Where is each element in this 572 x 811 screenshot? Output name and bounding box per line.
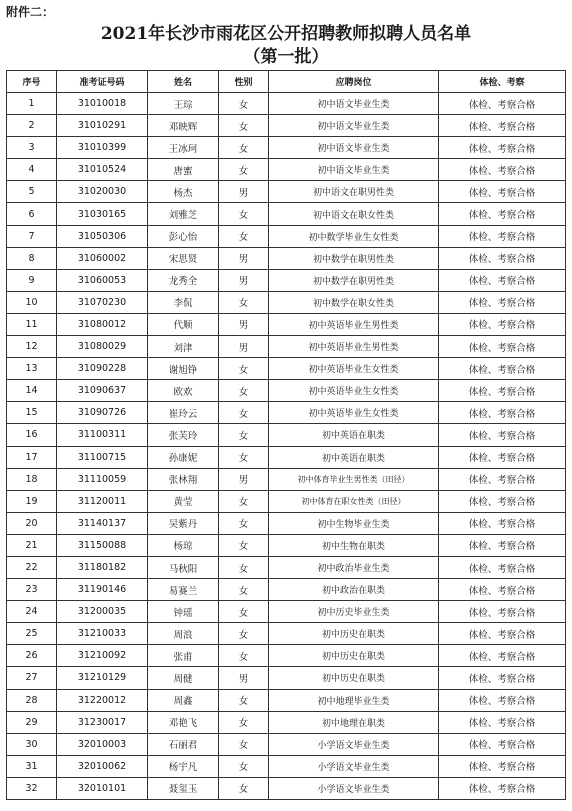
- cell-gender: 女: [219, 93, 269, 115]
- cell-exam-number: 31120011: [57, 490, 148, 512]
- cell-check: 体检、考察合格: [439, 777, 566, 799]
- cell-check: 体检、考察合格: [439, 291, 566, 313]
- cell-name: 欧欢: [148, 380, 219, 402]
- cell-exam-number: 31220012: [57, 689, 148, 711]
- cell-gender: 女: [219, 755, 269, 777]
- cell-position: 初中英语毕业生女性类: [269, 358, 439, 380]
- cell-exam-number: 32010101: [57, 777, 148, 799]
- cell-gender: 男: [219, 181, 269, 203]
- cell-index: 5: [7, 181, 57, 203]
- cell-gender: 女: [219, 424, 269, 446]
- cell-name: 杨杰: [148, 181, 219, 203]
- cell-name: 宋思贤: [148, 247, 219, 269]
- table-row: [7, 159, 566, 181]
- cell-check: 体检、考察合格: [439, 380, 566, 402]
- cell-gender: 女: [219, 380, 269, 402]
- header-name: 姓名: [148, 71, 219, 93]
- cell-check: 体检、考察合格: [439, 623, 566, 645]
- cell-name: 刘雅芝: [148, 203, 219, 225]
- table-row: [7, 291, 566, 313]
- cell-gender: 女: [219, 115, 269, 137]
- cell-exam-number: 31010399: [57, 137, 148, 159]
- cell-position: 小学语文毕业生类: [269, 755, 439, 777]
- table-row: [7, 115, 566, 137]
- cell-name: 刘津: [148, 336, 219, 358]
- cell-exam-number: 31180182: [57, 556, 148, 578]
- cell-exam-number: 31090637: [57, 380, 148, 402]
- cell-name: 聂玺玉: [148, 777, 219, 799]
- cell-exam-number: 32010003: [57, 733, 148, 755]
- cell-name: 唐蜜: [148, 159, 219, 181]
- cell-index: 14: [7, 380, 57, 402]
- cell-check: 体检、考察合格: [439, 755, 566, 777]
- table-row: [7, 711, 566, 733]
- candidate-table: [6, 70, 566, 800]
- table-row: [7, 225, 566, 247]
- cell-position: 初中英语毕业生男性类: [269, 336, 439, 358]
- cell-position: 初中语文在职男性类: [269, 181, 439, 203]
- cell-exam-number: 31090228: [57, 358, 148, 380]
- table-row: [7, 358, 566, 380]
- cell-exam-number: 31210092: [57, 645, 148, 667]
- cell-check: 体检、考察合格: [439, 115, 566, 137]
- cell-gender: 男: [219, 667, 269, 689]
- header-position: 应聘岗位: [269, 71, 439, 93]
- cell-check: 体检、考察合格: [439, 667, 566, 689]
- cell-index: 25: [7, 623, 57, 645]
- cell-position: 初中历史毕业生类: [269, 601, 439, 623]
- cell-check: 体检、考察合格: [439, 313, 566, 335]
- cell-index: 21: [7, 534, 57, 556]
- cell-gender: 男: [219, 336, 269, 358]
- cell-exam-number: 31110059: [57, 468, 148, 490]
- cell-index: 22: [7, 556, 57, 578]
- cell-position: 初中地理在职类: [269, 711, 439, 733]
- cell-check: 体检、考察合格: [439, 93, 566, 115]
- cell-check: 体检、考察合格: [439, 247, 566, 269]
- cell-index: 17: [7, 446, 57, 468]
- cell-name: 李侃: [148, 291, 219, 313]
- header-exam-number: 准考证号码: [57, 71, 148, 93]
- cell-index: 27: [7, 667, 57, 689]
- cell-check: 体检、考察合格: [439, 711, 566, 733]
- cell-exam-number: 31080012: [57, 313, 148, 335]
- cell-gender: 女: [219, 203, 269, 225]
- table-row: [7, 579, 566, 601]
- cell-index: 6: [7, 203, 57, 225]
- table-row: [7, 313, 566, 335]
- table-row: [7, 380, 566, 402]
- cell-name: 邓艳飞: [148, 711, 219, 733]
- cell-gender: 女: [219, 446, 269, 468]
- cell-position: 初中英语在职类: [269, 446, 439, 468]
- cell-index: 8: [7, 247, 57, 269]
- cell-index: 28: [7, 689, 57, 711]
- cell-check: 体检、考察合格: [439, 556, 566, 578]
- cell-index: 13: [7, 358, 57, 380]
- cell-index: 18: [7, 468, 57, 490]
- table-row: [7, 755, 566, 777]
- table-row: [7, 137, 566, 159]
- cell-gender: 女: [219, 534, 269, 556]
- table-row: [7, 667, 566, 689]
- cell-gender: 女: [219, 601, 269, 623]
- attachment-label: 附件二：: [6, 5, 55, 19]
- cell-gender: 女: [219, 225, 269, 247]
- cell-name: 张芙玲: [148, 424, 219, 446]
- cell-exam-number: 31070230: [57, 291, 148, 313]
- cell-index: 20: [7, 512, 57, 534]
- cell-exam-number: 31230017: [57, 711, 148, 733]
- cell-position: 小学语文毕业生类: [269, 777, 439, 799]
- table-row: [7, 181, 566, 203]
- cell-name: 黄莹: [148, 490, 219, 512]
- table-row: [7, 269, 566, 291]
- cell-position: 初中生物毕业生类: [269, 512, 439, 534]
- cell-gender: 女: [219, 137, 269, 159]
- cell-exam-number: 31010524: [57, 159, 148, 181]
- cell-exam-number: 32010062: [57, 755, 148, 777]
- cell-exam-number: 31210033: [57, 623, 148, 645]
- cell-index: 4: [7, 159, 57, 181]
- table-row: [7, 402, 566, 424]
- cell-check: 体检、考察合格: [439, 225, 566, 247]
- cell-gender: 女: [219, 623, 269, 645]
- cell-exam-number: 31210129: [57, 667, 148, 689]
- cell-name: 谢旭铮: [148, 358, 219, 380]
- cell-index: 11: [7, 313, 57, 335]
- cell-check: 体检、考察合格: [439, 424, 566, 446]
- cell-gender: 女: [219, 402, 269, 424]
- header-gender: 性别: [219, 71, 269, 93]
- cell-name: 代顺: [148, 313, 219, 335]
- cell-check: 体检、考察合格: [439, 645, 566, 667]
- cell-index: 3: [7, 137, 57, 159]
- cell-index: 1: [7, 93, 57, 115]
- cell-gender: 女: [219, 689, 269, 711]
- cell-name: 彭心怡: [148, 225, 219, 247]
- table-row: [7, 424, 566, 446]
- header-index: 序号: [7, 71, 57, 93]
- cell-name: 周浪: [148, 623, 219, 645]
- cell-position: 初中生物在职类: [269, 534, 439, 556]
- cell-gender: 女: [219, 711, 269, 733]
- table-row: [7, 468, 566, 490]
- table-row: [7, 645, 566, 667]
- cell-exam-number: 31100715: [57, 446, 148, 468]
- cell-exam-number: 31140137: [57, 512, 148, 534]
- cell-exam-number: 31030165: [57, 203, 148, 225]
- table-row: [7, 446, 566, 468]
- cell-position: 小学语文毕业生类: [269, 733, 439, 755]
- cell-gender: 女: [219, 777, 269, 799]
- cell-exam-number: 31190146: [57, 579, 148, 601]
- cell-exam-number: 31050306: [57, 225, 148, 247]
- header-check: 体检、考察: [439, 71, 566, 93]
- cell-position: 初中数学在职男性类: [269, 269, 439, 291]
- cell-check: 体检、考察合格: [439, 402, 566, 424]
- table-header-row: [7, 71, 566, 93]
- cell-index: 7: [7, 225, 57, 247]
- cell-check: 体检、考察合格: [439, 137, 566, 159]
- cell-index: 16: [7, 424, 57, 446]
- cell-check: 体检、考察合格: [439, 512, 566, 534]
- table-body: [7, 93, 566, 800]
- cell-exam-number: 31080029: [57, 336, 148, 358]
- cell-name: 钟瑶: [148, 601, 219, 623]
- cell-name: 孙康妮: [148, 446, 219, 468]
- cell-position: 初中语文毕业生类: [269, 93, 439, 115]
- cell-exam-number: 31150088: [57, 534, 148, 556]
- cell-position: 初中历史在职类: [269, 645, 439, 667]
- page-subtitle: （第一批）: [243, 47, 329, 67]
- cell-position: 初中数学在职女性类: [269, 291, 439, 313]
- table-row: [7, 490, 566, 512]
- table-row: [7, 623, 566, 645]
- table-row: [7, 336, 566, 358]
- cell-name: 周鑫: [148, 689, 219, 711]
- cell-name: 邓映辉: [148, 115, 219, 137]
- cell-exam-number: 31090726: [57, 402, 148, 424]
- cell-exam-number: 31060002: [57, 247, 148, 269]
- cell-index: 29: [7, 711, 57, 733]
- cell-exam-number: 31010291: [57, 115, 148, 137]
- cell-exam-number: 31020030: [57, 181, 148, 203]
- cell-gender: 男: [219, 313, 269, 335]
- cell-check: 体检、考察合格: [439, 490, 566, 512]
- cell-gender: 男: [219, 269, 269, 291]
- cell-position: 初中语文在职女性类: [269, 203, 439, 225]
- cell-check: 体检、考察合格: [439, 203, 566, 225]
- table-row: [7, 556, 566, 578]
- cell-check: 体检、考察合格: [439, 689, 566, 711]
- cell-name: 王琮: [148, 93, 219, 115]
- cell-position: 初中英语毕业生女性类: [269, 380, 439, 402]
- cell-position: 初中体育在职女性类（田径）: [269, 490, 439, 512]
- cell-index: 26: [7, 645, 57, 667]
- cell-check: 体检、考察合格: [439, 601, 566, 623]
- cell-exam-number: 31060053: [57, 269, 148, 291]
- cell-position: 初中英语毕业生女性类: [269, 402, 439, 424]
- cell-name: 杨宇凡: [148, 755, 219, 777]
- table-row: [7, 777, 566, 799]
- cell-position: 初中语文毕业生类: [269, 159, 439, 181]
- cell-index: 2: [7, 115, 57, 137]
- table-row: [7, 534, 566, 556]
- cell-check: 体检、考察合格: [439, 579, 566, 601]
- cell-index: 10: [7, 291, 57, 313]
- cell-index: 15: [7, 402, 57, 424]
- cell-check: 体检、考察合格: [439, 468, 566, 490]
- cell-check: 体检、考察合格: [439, 336, 566, 358]
- table-row: [7, 247, 566, 269]
- cell-exam-number: 31100311: [57, 424, 148, 446]
- cell-index: 31: [7, 755, 57, 777]
- cell-gender: 女: [219, 556, 269, 578]
- cell-exam-number: 31010018: [57, 93, 148, 115]
- cell-gender: 女: [219, 159, 269, 181]
- table-row: [7, 733, 566, 755]
- cell-gender: 女: [219, 291, 269, 313]
- cell-check: 体检、考察合格: [439, 358, 566, 380]
- cell-gender: 女: [219, 645, 269, 667]
- cell-name: 易赛兰: [148, 579, 219, 601]
- table-row: [7, 689, 566, 711]
- cell-position: 初中数学毕业生女性类: [269, 225, 439, 247]
- cell-name: 吴紫丹: [148, 512, 219, 534]
- cell-name: 杨琼: [148, 534, 219, 556]
- cell-gender: 女: [219, 512, 269, 534]
- cell-index: 19: [7, 490, 57, 512]
- cell-index: 9: [7, 269, 57, 291]
- cell-gender: 女: [219, 579, 269, 601]
- table-row: [7, 93, 566, 115]
- cell-name: 周健: [148, 667, 219, 689]
- table-row: [7, 601, 566, 623]
- cell-position: 初中体育毕业生男性类（田径）: [269, 468, 439, 490]
- table-row: [7, 512, 566, 534]
- cell-gender: 男: [219, 468, 269, 490]
- cell-name: 崔玲云: [148, 402, 219, 424]
- cell-name: 石丽君: [148, 733, 219, 755]
- cell-name: 龙秀全: [148, 269, 219, 291]
- cell-check: 体检、考察合格: [439, 159, 566, 181]
- cell-position: 初中语文毕业生类: [269, 115, 439, 137]
- cell-index: 30: [7, 733, 57, 755]
- cell-position: 初中地理毕业生类: [269, 689, 439, 711]
- cell-index: 23: [7, 579, 57, 601]
- table-row: [7, 203, 566, 225]
- page-title: 2021年长沙市雨花区公开招聘教师拟聘人员名单: [100, 24, 472, 44]
- cell-position: 初中英语在职类: [269, 424, 439, 446]
- cell-check: 体检、考察合格: [439, 733, 566, 755]
- cell-position: 初中历史在职类: [269, 623, 439, 645]
- cell-check: 体检、考察合格: [439, 534, 566, 556]
- cell-gender: 女: [219, 490, 269, 512]
- cell-index: 12: [7, 336, 57, 358]
- cell-position: 初中语文毕业生类: [269, 137, 439, 159]
- cell-exam-number: 31200035: [57, 601, 148, 623]
- cell-position: 初中数学在职男性类: [269, 247, 439, 269]
- cell-check: 体检、考察合格: [439, 446, 566, 468]
- cell-check: 体检、考察合格: [439, 269, 566, 291]
- cell-name: 王冰珂: [148, 137, 219, 159]
- cell-name: 张甫: [148, 645, 219, 667]
- cell-gender: 女: [219, 358, 269, 380]
- cell-position: 初中英语毕业生男性类: [269, 313, 439, 335]
- cell-position: 初中历史在职类: [269, 667, 439, 689]
- cell-check: 体检、考察合格: [439, 181, 566, 203]
- cell-name: 张林翔: [148, 468, 219, 490]
- cell-position: 初中政治在职类: [269, 579, 439, 601]
- cell-gender: 男: [219, 247, 269, 269]
- cell-position: 初中政治毕业生类: [269, 556, 439, 578]
- cell-index: 24: [7, 601, 57, 623]
- cell-index: 32: [7, 777, 57, 799]
- cell-name: 马秋阳: [148, 556, 219, 578]
- cell-gender: 女: [219, 733, 269, 755]
